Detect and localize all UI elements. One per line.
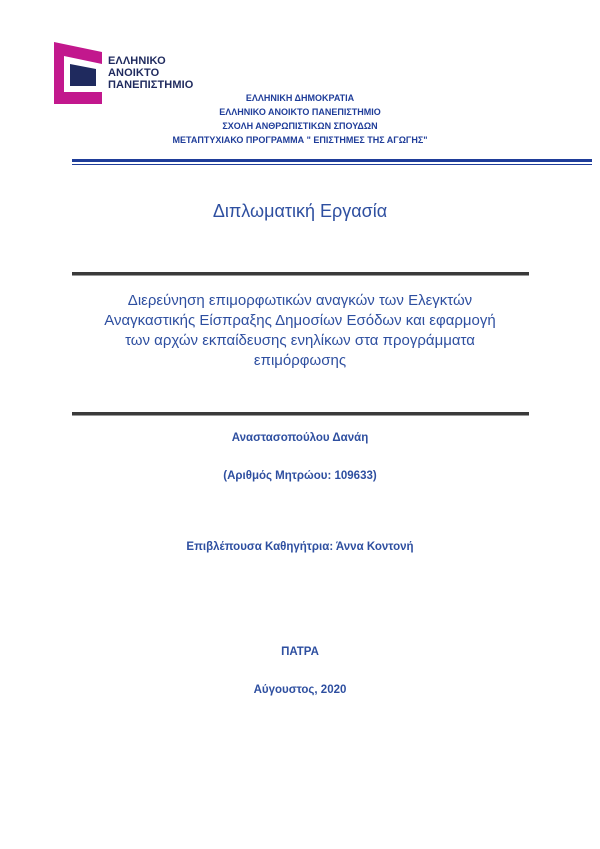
institution-line-3: ΣΧΟΛΗ ΑΝΘΡΩΠΙΣΤΙΚΩΝ ΣΠΟΥΔΩΝ	[222, 121, 378, 131]
title-bottom-bar-shadow	[72, 415, 529, 416]
logo-line-3: ΠΑΝΕΠΙΣΤΗΜΙΟ	[108, 79, 194, 91]
institution-line-1: ΕΛΛΗΝΙΚΗ ΔΗΜΟΚΡΑΤΙΑ	[245, 93, 355, 103]
institution-block	[0, 91, 600, 147]
header-rule-thin	[72, 164, 592, 165]
title-line-1: Διερεύνηση επιμορφωτικών αναγκών των Ελεγκτών	[127, 292, 473, 309]
title-top-bar-shadow	[72, 275, 529, 276]
supervisor: Επιβλέπουσα Καθηγήτρια: Άννα Κοντονή	[186, 541, 414, 553]
header-rule	[72, 159, 592, 162]
document-type: Διπλωματική Εργασία	[212, 201, 388, 221]
logo-line-2: ΑΝΟΙΚΤΟ	[108, 67, 160, 79]
logo-line-1: ΕΛΛΗΝΙΚΟ	[108, 55, 166, 67]
author-name: Αναστασοπούλου Δανάη	[231, 432, 369, 444]
title-line-2: Αναγκαστικής Είσπραξης Δημοσίων Εσόδων και εφαρμογή	[104, 312, 496, 329]
logo-wordmark	[108, 55, 193, 91]
registration-number: (Αριθμός Μητρώου: 109633)	[223, 470, 377, 482]
title-line-3: των αρχών εκπαίδευσης ενηλίκων στα προγράμματα	[125, 332, 475, 349]
institution-line-4: ΜΕΤΑΠΤΥΧΙΑΚΟ ΠΡΟΓΡΑΜΜΑ " ΕΠΙΣΤΗΜΕΣ ΤΗΣ ΑΓΩΓΗΣ"	[172, 135, 428, 145]
title-line-4: επιμόρφωσης	[253, 352, 347, 369]
thesis-title	[60, 291, 540, 371]
institution-line-2: ΕΛΛΗΝΙΚΟ ΑΝΟΙΚΤΟ ΠΑΝΕΠΙΣΤΗΜΙΟ	[219, 107, 381, 117]
date: Αύγουστος, 2020	[253, 684, 347, 696]
city: ΠΑΤΡΑ	[281, 646, 319, 658]
